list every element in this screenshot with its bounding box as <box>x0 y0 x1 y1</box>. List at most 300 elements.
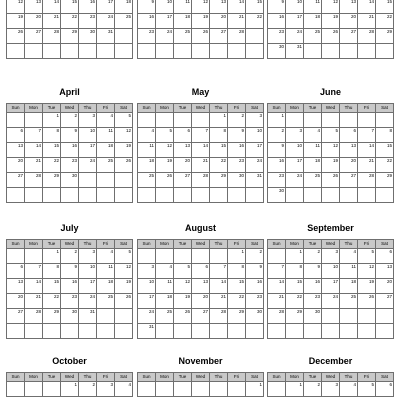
day-cell <box>97 324 115 339</box>
month-table <box>137 0 264 59</box>
day-cell <box>97 44 115 59</box>
day-cell <box>156 44 174 59</box>
month-title: April <box>59 87 80 97</box>
day-cell <box>174 382 192 397</box>
week-row <box>138 279 264 294</box>
day-cell: 23 <box>268 29 286 44</box>
day-cell: 15 <box>286 279 304 294</box>
day-cell <box>304 324 322 339</box>
day-cell: 7 <box>25 128 43 143</box>
day-cell: 25 <box>97 294 115 309</box>
day-cell <box>376 309 394 324</box>
day-cell: 8 <box>43 128 61 143</box>
day-cell: 19 <box>174 294 192 309</box>
day-cell: 18 <box>340 279 358 294</box>
day-cell: 30 <box>268 188 286 203</box>
day-cell: 19 <box>115 279 133 294</box>
day-cell: 31 <box>79 309 97 324</box>
day-cell: 11 <box>138 143 156 158</box>
day-cell: 20 <box>7 294 25 309</box>
week-row <box>138 14 264 29</box>
day-cell: 4 <box>97 113 115 128</box>
day-cell: 1 <box>246 382 264 397</box>
day-cell: 20 <box>376 279 394 294</box>
day-cell: 4 <box>115 382 133 397</box>
day-cell <box>358 188 376 203</box>
day-cell: 18 <box>138 158 156 173</box>
day-cell: 2 <box>228 113 246 128</box>
day-cell: 1 <box>228 249 246 264</box>
week-row <box>268 249 394 264</box>
day-cell: 11 <box>174 0 192 14</box>
day-cell: 24 <box>79 294 97 309</box>
day-cell: 14 <box>210 279 228 294</box>
day-cell <box>115 44 133 59</box>
day-cell: 27 <box>25 29 43 44</box>
day-cell: 19 <box>7 14 25 29</box>
day-cell: 10 <box>246 128 264 143</box>
day-cell <box>25 249 43 264</box>
week-row <box>268 14 394 29</box>
weekday-header: Thu <box>79 104 97 113</box>
weekday-header: Fri <box>97 373 115 382</box>
weekday-header: Wed <box>192 240 210 249</box>
day-cell: 19 <box>115 143 133 158</box>
weekday-header-row <box>268 373 394 382</box>
day-cell: 27 <box>340 173 358 188</box>
weekday-header-row <box>7 104 133 113</box>
day-cell <box>174 44 192 59</box>
day-cell: 25 <box>97 158 115 173</box>
day-cell: 18 <box>304 158 322 173</box>
day-cell: 2 <box>246 249 264 264</box>
day-cell <box>115 29 133 44</box>
day-cell <box>61 324 79 339</box>
weekday-header-row <box>138 104 264 113</box>
weekday-header-row <box>7 373 133 382</box>
day-cell: 12 <box>322 143 340 158</box>
day-cell: 3 <box>322 249 340 264</box>
day-cell <box>246 324 264 339</box>
day-cell: 22 <box>61 14 79 29</box>
day-cell <box>286 113 304 128</box>
day-cell: 2 <box>61 249 79 264</box>
day-cell: 17 <box>79 143 97 158</box>
weekday-header: Mon <box>156 373 174 382</box>
day-cell: 28 <box>228 29 246 44</box>
day-cell: 1 <box>43 113 61 128</box>
weekday-header-row <box>138 373 264 382</box>
weekday-header: Thu <box>210 373 228 382</box>
week-row <box>138 188 264 203</box>
month-title: September <box>307 223 354 233</box>
day-cell: 27 <box>7 173 25 188</box>
day-cell: 21 <box>25 158 43 173</box>
weekday-header: Sun <box>268 240 286 249</box>
day-cell <box>97 309 115 324</box>
day-cell <box>43 382 61 397</box>
day-cell: 17 <box>138 294 156 309</box>
day-cell: 30 <box>246 309 264 324</box>
day-cell: 24 <box>246 158 264 173</box>
day-cell <box>358 113 376 128</box>
day-cell: 5 <box>115 113 133 128</box>
day-cell: 29 <box>376 29 394 44</box>
day-cell: 17 <box>286 158 304 173</box>
day-cell: 20 <box>340 158 358 173</box>
day-cell: 31 <box>286 44 304 59</box>
day-cell: 9 <box>304 264 322 279</box>
day-cell <box>228 382 246 397</box>
month-table <box>6 372 133 397</box>
day-cell <box>322 44 340 59</box>
day-cell: 7 <box>25 264 43 279</box>
day-cell <box>174 188 192 203</box>
day-cell: 5 <box>156 128 174 143</box>
day-cell: 23 <box>138 29 156 44</box>
day-cell <box>174 113 192 128</box>
day-cell: 11 <box>340 264 358 279</box>
week-row <box>268 143 394 158</box>
day-cell: 22 <box>286 294 304 309</box>
day-cell: 4 <box>97 249 115 264</box>
day-cell: 12 <box>115 128 133 143</box>
day-cell: 25 <box>340 294 358 309</box>
day-cell: 22 <box>376 14 394 29</box>
day-cell: 8 <box>376 128 394 143</box>
day-cell <box>7 113 25 128</box>
day-cell: 17 <box>246 143 264 158</box>
day-cell: 12 <box>358 264 376 279</box>
weekday-header: Thu <box>210 104 228 113</box>
day-cell: 26 <box>7 29 25 44</box>
day-cell: 16 <box>268 14 286 29</box>
week-row <box>138 113 264 128</box>
week-row <box>138 264 264 279</box>
day-cell <box>210 44 228 59</box>
day-cell: 14 <box>268 279 286 294</box>
week-row <box>138 0 264 14</box>
week-row <box>7 143 133 158</box>
day-cell: 26 <box>115 294 133 309</box>
weekday-header: Tue <box>174 104 192 113</box>
day-cell: 3 <box>79 249 97 264</box>
day-cell: 12 <box>156 143 174 158</box>
day-cell <box>268 249 286 264</box>
day-cell <box>376 324 394 339</box>
weekday-header: Sun <box>138 240 156 249</box>
day-cell: 26 <box>174 309 192 324</box>
day-cell <box>210 249 228 264</box>
day-cell <box>43 188 61 203</box>
week-row <box>138 29 264 44</box>
day-cell: 20 <box>174 158 192 173</box>
day-cell <box>376 113 394 128</box>
day-cell <box>156 113 174 128</box>
day-cell: 18 <box>115 0 133 14</box>
month-table <box>137 103 264 203</box>
day-cell: 25 <box>115 14 133 29</box>
month-table <box>267 239 394 339</box>
day-cell: 15 <box>376 0 394 14</box>
weekday-header: Fri <box>228 373 246 382</box>
weekday-header: Wed <box>192 373 210 382</box>
month-title: July <box>60 223 79 233</box>
week-row <box>138 128 264 143</box>
day-cell: 17 <box>97 0 115 14</box>
day-cell: 1 <box>286 382 304 397</box>
day-cell: 1 <box>43 249 61 264</box>
week-row <box>268 29 394 44</box>
day-cell: 12 <box>7 0 25 14</box>
day-cell: 15 <box>210 143 228 158</box>
month-table <box>137 372 264 397</box>
day-cell: 14 <box>358 0 376 14</box>
weekday-header: Fri <box>358 104 376 113</box>
day-cell: 20 <box>340 14 358 29</box>
day-cell: 27 <box>210 29 228 44</box>
day-cell: 20 <box>7 158 25 173</box>
day-cell: 21 <box>358 158 376 173</box>
day-cell <box>7 249 25 264</box>
week-row <box>268 264 394 279</box>
weekday-header: Thu <box>340 104 358 113</box>
week-row <box>268 279 394 294</box>
day-cell: 9 <box>138 0 156 14</box>
day-cell: 14 <box>192 143 210 158</box>
day-cell <box>192 188 210 203</box>
day-cell: 10 <box>156 0 174 14</box>
day-cell: 22 <box>246 14 264 29</box>
day-cell: 6 <box>174 128 192 143</box>
day-cell <box>322 188 340 203</box>
weekday-header: Sun <box>7 373 25 382</box>
weekday-header: Tue <box>43 240 61 249</box>
day-cell <box>376 44 394 59</box>
week-row <box>268 128 394 143</box>
day-cell: 27 <box>376 294 394 309</box>
day-cell <box>210 188 228 203</box>
day-cell: 28 <box>268 309 286 324</box>
day-cell: 12 <box>115 264 133 279</box>
day-cell <box>192 249 210 264</box>
weekday-header: Sat <box>376 104 394 113</box>
weekday-header: Thu <box>79 240 97 249</box>
day-cell <box>138 249 156 264</box>
day-cell: 17 <box>79 279 97 294</box>
weekday-header: Sat <box>115 373 133 382</box>
day-cell: 25 <box>156 309 174 324</box>
day-cell: 21 <box>228 14 246 29</box>
day-cell: 1 <box>268 113 286 128</box>
day-cell: 28 <box>192 173 210 188</box>
weekday-header: Mon <box>286 240 304 249</box>
day-cell: 5 <box>322 128 340 143</box>
day-cell: 10 <box>79 128 97 143</box>
week-row <box>7 249 133 264</box>
day-cell: 13 <box>7 279 25 294</box>
month-table <box>6 0 133 59</box>
week-row <box>138 143 264 158</box>
day-cell: 3 <box>286 128 304 143</box>
day-cell: 29 <box>61 29 79 44</box>
weekday-header: Wed <box>61 104 79 113</box>
day-cell <box>286 188 304 203</box>
week-row <box>7 324 133 339</box>
week-row <box>268 294 394 309</box>
week-row <box>7 29 133 44</box>
weekday-header: Thu <box>340 373 358 382</box>
day-cell: 24 <box>97 14 115 29</box>
day-cell: 18 <box>97 279 115 294</box>
weekday-header: Sat <box>246 373 264 382</box>
day-cell: 11 <box>156 279 174 294</box>
month-table <box>267 372 394 397</box>
day-cell: 28 <box>358 29 376 44</box>
day-cell <box>7 382 25 397</box>
weekday-header: Wed <box>61 373 79 382</box>
weekday-header: Sun <box>268 373 286 382</box>
day-cell: 24 <box>286 29 304 44</box>
day-cell <box>174 324 192 339</box>
weekday-header: Sun <box>7 240 25 249</box>
day-cell: 5 <box>174 264 192 279</box>
day-cell: 22 <box>376 158 394 173</box>
day-cell <box>340 309 358 324</box>
day-cell <box>7 324 25 339</box>
day-cell: 17 <box>322 279 340 294</box>
day-cell: 3 <box>79 113 97 128</box>
day-cell: 16 <box>304 279 322 294</box>
week-row <box>7 113 133 128</box>
day-cell: 27 <box>7 309 25 324</box>
weekday-header: Fri <box>97 240 115 249</box>
week-row <box>138 382 264 397</box>
day-cell: 13 <box>340 143 358 158</box>
month-table <box>267 0 394 59</box>
day-cell: 27 <box>340 29 358 44</box>
week-row <box>268 188 394 203</box>
day-cell: 8 <box>43 264 61 279</box>
day-cell: 8 <box>210 128 228 143</box>
day-cell <box>322 113 340 128</box>
day-cell: 19 <box>322 158 340 173</box>
day-cell: 26 <box>156 173 174 188</box>
week-row <box>268 0 394 14</box>
day-cell: 9 <box>61 264 79 279</box>
week-row <box>7 294 133 309</box>
day-cell <box>210 324 228 339</box>
day-cell: 19 <box>322 14 340 29</box>
day-cell: 6 <box>7 264 25 279</box>
weekday-header: Mon <box>156 240 174 249</box>
weekday-header: Tue <box>304 240 322 249</box>
day-cell: 22 <box>210 158 228 173</box>
weekday-header: Sat <box>115 240 133 249</box>
week-row <box>7 158 133 173</box>
day-cell <box>304 44 322 59</box>
day-cell: 28 <box>358 173 376 188</box>
day-cell <box>79 44 97 59</box>
day-cell: 1 <box>61 382 79 397</box>
day-cell: 20 <box>192 294 210 309</box>
day-cell: 9 <box>268 143 286 158</box>
day-cell <box>304 188 322 203</box>
day-cell: 27 <box>174 173 192 188</box>
day-cell: 26 <box>358 294 376 309</box>
day-cell: 12 <box>322 0 340 14</box>
day-cell: 30 <box>228 173 246 188</box>
day-cell: 7 <box>192 128 210 143</box>
day-cell: 20 <box>210 14 228 29</box>
day-cell: 23 <box>228 158 246 173</box>
day-cell: 30 <box>268 44 286 59</box>
day-cell <box>192 382 210 397</box>
day-cell <box>340 44 358 59</box>
day-cell <box>115 324 133 339</box>
week-row <box>7 188 133 203</box>
week-row <box>268 309 394 324</box>
day-cell: 17 <box>156 14 174 29</box>
day-cell: 25 <box>304 29 322 44</box>
month-table <box>267 103 394 203</box>
week-row <box>7 279 133 294</box>
day-cell <box>246 29 264 44</box>
month-table <box>6 239 133 339</box>
weekday-header: Thu <box>79 373 97 382</box>
day-cell: 21 <box>192 158 210 173</box>
day-cell <box>25 44 43 59</box>
day-cell <box>192 324 210 339</box>
day-cell <box>115 173 133 188</box>
weekday-header-row <box>268 104 394 113</box>
month-title: October <box>52 356 87 366</box>
weekday-header: Sun <box>7 104 25 113</box>
day-cell: 23 <box>304 294 322 309</box>
week-row <box>268 158 394 173</box>
month-title: May <box>191 87 210 97</box>
day-cell: 21 <box>268 294 286 309</box>
day-cell <box>228 188 246 203</box>
day-cell <box>268 382 286 397</box>
day-cell: 4 <box>340 382 358 397</box>
day-cell: 22 <box>43 158 61 173</box>
day-cell: 10 <box>322 264 340 279</box>
day-cell: 13 <box>210 0 228 14</box>
week-row <box>7 0 133 14</box>
day-cell: 29 <box>210 173 228 188</box>
weekday-header: Tue <box>304 104 322 113</box>
day-cell: 23 <box>246 294 264 309</box>
week-row <box>138 44 264 59</box>
day-cell: 2 <box>304 382 322 397</box>
day-cell: 9 <box>228 128 246 143</box>
day-cell: 31 <box>246 173 264 188</box>
day-cell <box>79 188 97 203</box>
day-cell <box>268 324 286 339</box>
day-cell: 18 <box>97 143 115 158</box>
day-cell <box>192 44 210 59</box>
day-cell: 3 <box>97 382 115 397</box>
weekday-header: Mon <box>156 104 174 113</box>
day-cell <box>97 188 115 203</box>
day-cell: 28 <box>43 29 61 44</box>
day-cell: 26 <box>115 158 133 173</box>
day-cell: 4 <box>138 128 156 143</box>
day-cell <box>25 324 43 339</box>
day-cell <box>322 309 340 324</box>
day-cell: 6 <box>192 264 210 279</box>
